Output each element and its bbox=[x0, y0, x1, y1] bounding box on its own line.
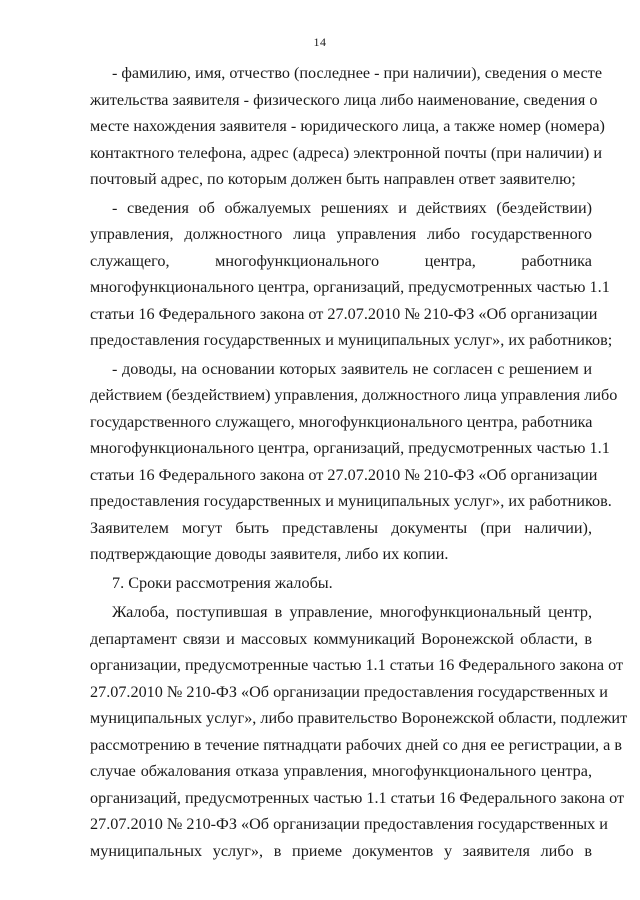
text-line: многофункционального центра, организаций, предусмотренных частью 1.1 bbox=[90, 439, 610, 457]
paragraph-applicant-details bbox=[90, 60, 605, 193]
page-number: 14 bbox=[313, 35, 327, 49]
text-line: рассмотрению в течение пятнадцати рабочих дней со дня ее регистрации, а в bbox=[90, 735, 623, 754]
section-heading: 7. Сроки рассмотрения жалобы. bbox=[112, 573, 333, 592]
paragraph-appealed-decisions bbox=[90, 195, 613, 354]
paragraph-arguments bbox=[90, 356, 618, 568]
text-line: жительства заявителя - физического лица либо наименование, сведения о bbox=[90, 90, 598, 109]
text-line: департамент связи и массовых коммуникаций Воронежской области, в bbox=[90, 629, 592, 648]
text-line: предоставления государственных и муниципальных услуг», их работников. bbox=[90, 492, 612, 510]
text-line: подтверждающие доводы заявителя, либо их копии. bbox=[90, 545, 449, 563]
text-line: почтовый адрес, по которым должен быть направлен ответ заявителю; bbox=[90, 170, 576, 188]
text-line: 27.07.2010 № 210-ФЗ «Об организации предоставления государственных и bbox=[90, 815, 608, 833]
text-line: Жалоба, поступившая в управление, многофункциональный центр, bbox=[112, 603, 592, 621]
text-line: случае обжалования отказа управления, многофункционального центра, bbox=[90, 762, 592, 780]
text-line: предоставления государственных и муниципальных услуг», их работников; bbox=[90, 331, 613, 349]
text-line: статьи 16 Федерального закона от 27.07.2010 № 210-ФЗ «Об организации bbox=[90, 304, 598, 323]
text-line: управления, должностного лица управления либо государственного bbox=[90, 225, 592, 243]
text-line: контактного телефона, адрес (адреса) электронной почты (при наличии) и bbox=[90, 143, 602, 162]
text-line: - сведения об обжалуемых решениях и действиях (бездействии) bbox=[112, 198, 592, 217]
text-line: месте нахождения заявителя - юридического лица, а также номер (номера) bbox=[90, 117, 605, 135]
text-line: статьи 16 Федерального закона от 27.07.2010 № 210-ФЗ «Об организации bbox=[90, 465, 598, 484]
document-body bbox=[90, 60, 628, 864]
text-line: государственного служащего, многофункционального центра, работника bbox=[90, 412, 593, 431]
text-line: 27.07.2010 № 210-ФЗ «Об организации предоставления государственных и bbox=[90, 682, 608, 701]
paragraph-complaint-review bbox=[90, 599, 628, 864]
text-line: служащего, многофункционального центра, работника bbox=[90, 251, 592, 270]
section-heading-review-terms bbox=[90, 570, 592, 597]
text-line: организации, предусмотренные частью 1.1 статьи 16 Федерального закона от bbox=[90, 656, 624, 674]
text-line: организаций, предусмотренных частью 1.1 статьи 16 Федерального закона от bbox=[90, 788, 625, 807]
text-line: действием (бездействием) управления, должностного лица управления либо bbox=[90, 386, 618, 404]
text-line: муниципальных услуг», в приеме документов у заявителя либо в bbox=[90, 841, 592, 860]
text-line: Заявителем могут быть представлены документы (при наличии), bbox=[90, 518, 592, 537]
text-line: - фамилию, имя, отчество (последнее - при наличии), сведения о месте bbox=[112, 64, 603, 82]
text-line: - доводы, на основании которых заявитель не согласен с решением и bbox=[112, 359, 592, 378]
text-line: муниципальных услуг», либо правительство Воронежской области, подлежит bbox=[90, 709, 628, 727]
text-line: многофункционального центра, организаций, предусмотренных частью 1.1 bbox=[90, 278, 610, 296]
